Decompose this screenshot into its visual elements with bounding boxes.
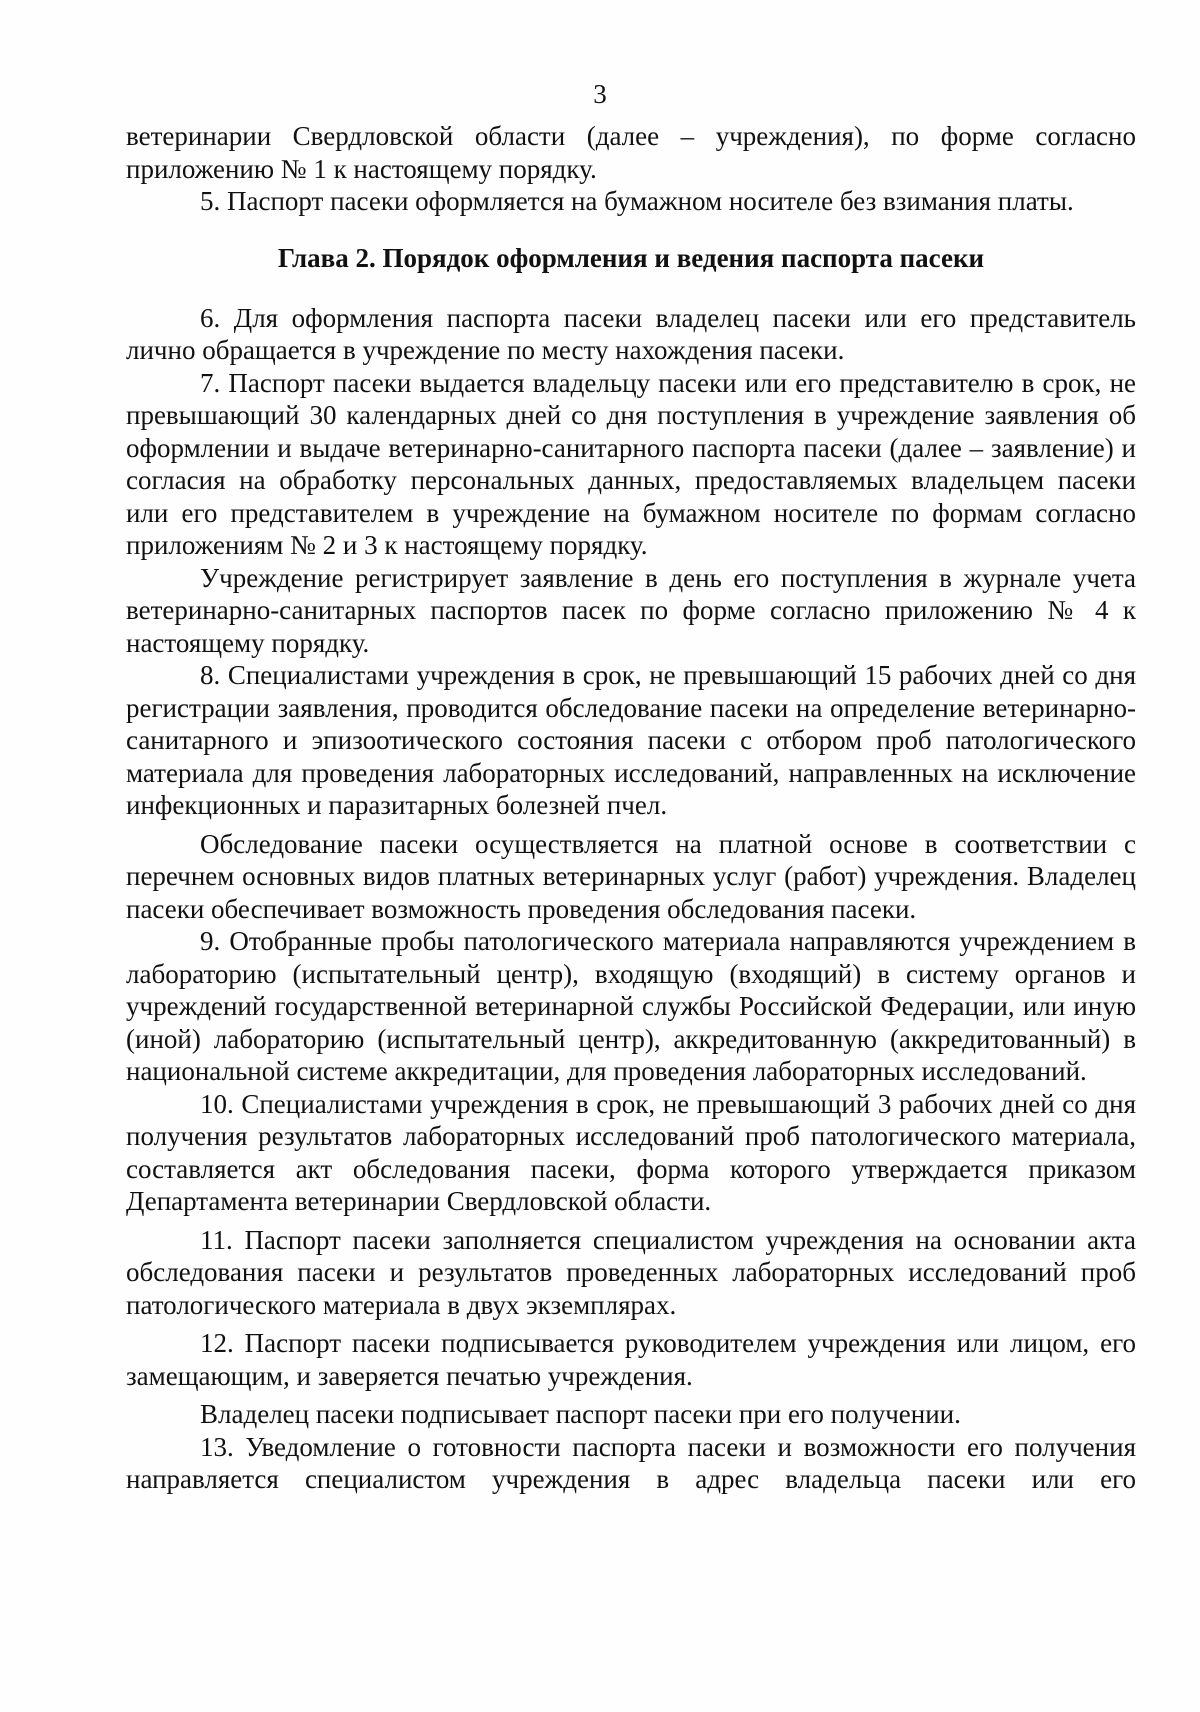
paragraph-item-5: 5. Паспорт пасеки оформляется на бумажном носителе без взимания платы. xyxy=(200,186,1074,216)
paragraph-item-12: 12. Паспорт пасеки подписывается руководителем учреждения или лицом, его замещающим, и заверяется печатью учреждения. xyxy=(126,1328,1136,1391)
paragraph-item-13: 13. Уведомление о готовности паспорта пасеки и возможности его получения направляется специалистом учреждения в адрес владельца пасеки или его xyxy=(126,1431,1136,1494)
paragraph-inspection: Обследование пасеки осуществляется на платной основе в соответствии с перечнем основных видов платных ветеринарных услуг (работ) учреждения. Владелец пасеки обеспечивает возможность проведения обследования пасеки. xyxy=(126,828,1136,924)
paragraph-owner-signature: Владелец пасеки подписывает паспорт пасеки при его получении. xyxy=(200,1399,961,1429)
chapter-heading: Глава 2. Порядок оформления и ведения паспорта пасеки xyxy=(277,242,985,273)
paragraph-item-7: 7. Паспорт пасеки выдается владельцу пасеки или его представителю в срок, не превышающий 30 календарных дней со дня поступления в учреждение заявления об оформлении и выдаче ветеринарно-санитарного паспорта пасеки (далее – заявление) и согласия на обработку персональных данных, предоставляемых владельцем пасеки или его представителем в учреждение на бумажном носителе по формам согласно приложениям № 2 и 3 к настоящему порядку. xyxy=(126,367,1136,560)
document-body xyxy=(126,120,1136,1496)
paragraph-item-9: 9. Отобранные пробы патологического материала направляются учреждением в лабораторию (испытательный центр), входящую (входящий) в систему органов и учреждений государственной ветеринарной службы Российской Федерации, или иную (иной) лабораторию (испытательный центр), аккредитованную (аккредитованный) в национальной системе аккредитации, для проведения лабораторных исследований. xyxy=(126,926,1136,1086)
paragraph-item-10: 10. Специалистами учреждения в срок, не превышающий 3 рабочих дней со дня получения результатов лабораторных исследований проб патологического материала, составляется акт обследования пасеки, форма которого утверждается приказом Департамента ветеринарии Свердловской области. xyxy=(126,1088,1136,1216)
paragraph-continuation: ветеринарии Свердловской области (далее – учреждения), по форме согласно приложению № 1 к настоящему порядку. xyxy=(126,121,1136,184)
paragraph-item-8: 8. Специалистами учреждения в срок, не превышающий 15 рабочих дней со дня регистрации заявления, проводится обследование пасеки на определение ветеринарно-санитарного и эпизоотического состояния пасеки с отбором проб патологического материала для проведения лабораторных исследований, направленных на исключение инфекционных и паразитарных болезней пчел. xyxy=(126,660,1136,820)
page-number: 3 xyxy=(593,79,607,109)
paragraph-registration: Учреждение регистрирует заявление в день его поступления в журнале учета ветеринарно-санитарных паспортов пасек по форме согласно приложению № 4 к настоящему порядку. xyxy=(126,562,1136,658)
paragraph-item-11: 11. Паспорт пасеки заполняется специалистом учреждения на основании акта обследования пасеки и результатов проведенных лабораторных исследований проб патологического материала в двух экземплярах. xyxy=(126,1224,1136,1320)
paragraph-item-6: 6. Для оформления паспорта пасеки владелец пасеки или его представитель лично обращается в учреждение по месту нахождения пасеки. xyxy=(126,302,1136,365)
